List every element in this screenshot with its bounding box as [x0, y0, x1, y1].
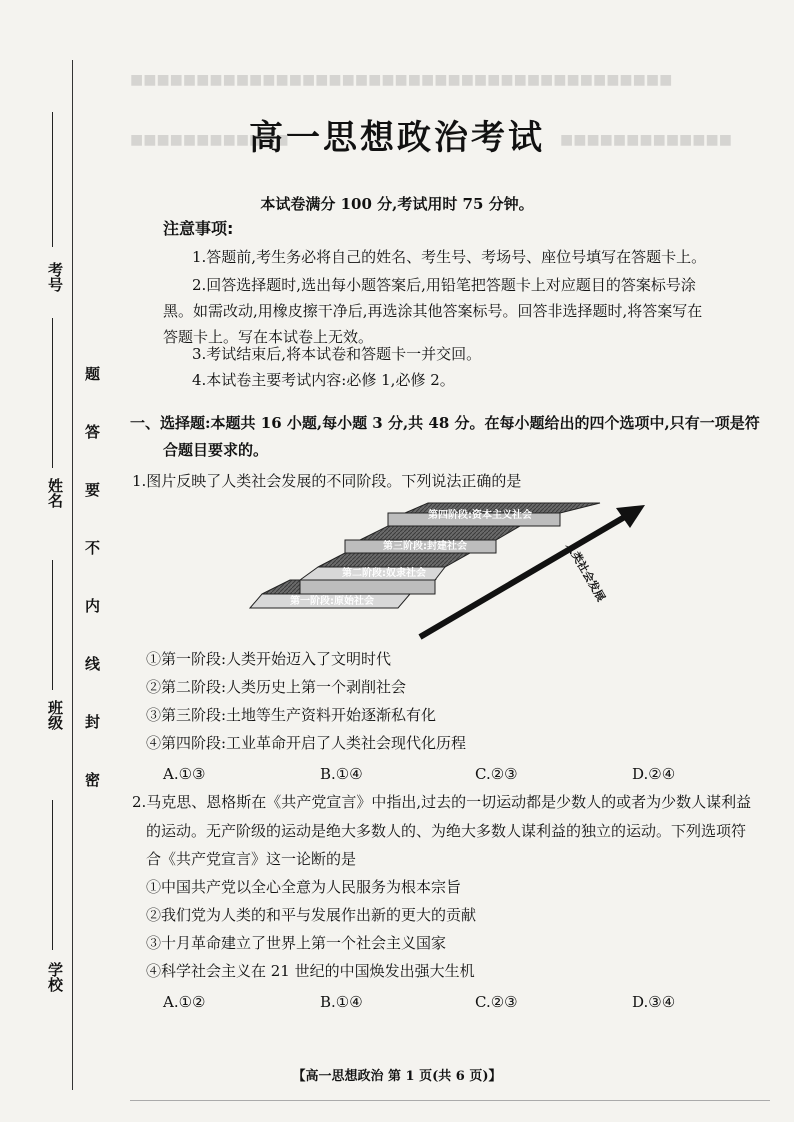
q2-stem-line: 合《共产党宣言》这一论断的是 [146, 850, 357, 868]
q2-statement: ③十月革命建立了世界上第一个社会主义国家 [146, 934, 447, 952]
label-banji: 班级 [46, 700, 64, 730]
q1-option-c[interactable]: C.②③ [475, 765, 518, 783]
step-label-4: 第四阶段:资本主义社会 [428, 510, 532, 521]
notice-item: 2.回答选择题时,选出每小题答案后,用铅笔把答题卡上对应题目的答案标号涂 [192, 276, 696, 294]
q1-statement: ②第二阶段:人类历史上第一个剥削社会 [146, 678, 407, 696]
notice-item: 3.考试结束后,将本试卷和答题卡一并交回。 [192, 345, 482, 363]
seal-char: 要 [83, 482, 101, 497]
q2-stem-line: 的运动。无产阶级的运动是绝大多数人的、为绝大多数人谋利益的独立的运动。下列选项符 [146, 822, 747, 840]
q1-option-b[interactable]: B.①④ [320, 765, 363, 783]
seal-char: 内 [83, 598, 101, 613]
notice-heading: 注意事项: [163, 219, 234, 238]
page-title: 高一思想政治考试 [249, 118, 545, 158]
bleed-through-text: ■■■■■■■■■■■■ [130, 132, 289, 148]
notice-item: 答题卡上。写在本试卷上无效。 [163, 328, 374, 346]
seal-char: 题 [83, 366, 101, 381]
label-kaohao: 考号 [46, 262, 64, 292]
step-label-1: 第一阶段:原始社会 [290, 596, 374, 607]
q2-option-d[interactable]: D.③④ [632, 993, 676, 1011]
bottom-edge-line [130, 1100, 770, 1101]
q2-option-c[interactable]: C.②③ [475, 993, 518, 1011]
seal-char: 不 [83, 540, 101, 555]
q1-statement: ④第四阶段:工业革命开启了人类社会现代化历程 [146, 734, 467, 752]
seal-char: 封 [83, 714, 101, 729]
staircase [250, 503, 600, 608]
q2-option-a[interactable]: A.①② [163, 993, 206, 1011]
q2-statement: ④科学社会主义在 21 世纪的中国焕发出强大生机 [146, 962, 475, 980]
q2-stem-line: 2.马克思、恩格斯在《共产党宣言》中指出,过去的一切运动都是少数人的或者为少数人谋利益 [132, 793, 752, 811]
seal-char: 答 [83, 424, 101, 439]
label-xuexiao: 学校 [46, 962, 64, 992]
q1-statement: ③第三阶段:土地等生产资料开始逐渐私有化 [146, 706, 437, 724]
arrow-label: 人类社会发展 [563, 540, 608, 604]
q1-statement: ①第一阶段:人类开始迈入了文明时代 [146, 650, 392, 668]
q1-option-a[interactable]: A.①③ [163, 765, 206, 783]
bleed-through-text: ■■■■■■■■■■■■■ [560, 132, 732, 148]
label-xingming: 姓名 [46, 478, 64, 508]
q2-option-b[interactable]: B.①④ [320, 993, 363, 1011]
step-label-3: 第三阶段:封建社会 [383, 541, 467, 552]
page-footer: 【高一思想政治 第 1 页(共 6 页)】 [292, 1069, 502, 1084]
exam-info: 本试卷满分 100 分,考试用时 75 分钟。 [260, 195, 534, 213]
q1-stem: 1.图片反映了人类社会发展的不同阶段。下列说法正确的是 [132, 472, 522, 490]
seal-char: 线 [83, 656, 101, 671]
q2-statement: ②我们党为人类的和平与发展作出新的更大的贡献 [146, 906, 477, 924]
notice-item: 黑。如需改动,用橡皮擦干净后,再选涂其他答案标号。回答非选择题时,将答案写在 [163, 302, 703, 320]
bleed-through-text: ■■■■■■■■■■■■■■■■■■■■■■■■■■■■■■■■■■■■■■■■■ [130, 72, 673, 88]
section-heading: 一、选择题:本题共 16 小题,每小题 3 分,共 48 分。在每小题给出的四个选项中,只有一项是符 [130, 414, 760, 432]
notice-item: 4.本试卷主要考试内容:必修 1,必修 2。 [192, 371, 455, 389]
q2-statement: ①中国共产党以全心全意为人民服务为根本宗旨 [146, 878, 462, 896]
section-heading-cont: 合题目要求的。 [163, 441, 269, 459]
notice-item: 1.答题前,考生务必将自己的姓名、考生号、考场号、座位号填写在答题卡上。 [192, 248, 707, 266]
seal-char: 密 [83, 772, 101, 787]
q1-option-d[interactable]: D.②④ [632, 765, 676, 783]
step-label-2: 第二阶段:奴隶社会 [342, 568, 426, 579]
